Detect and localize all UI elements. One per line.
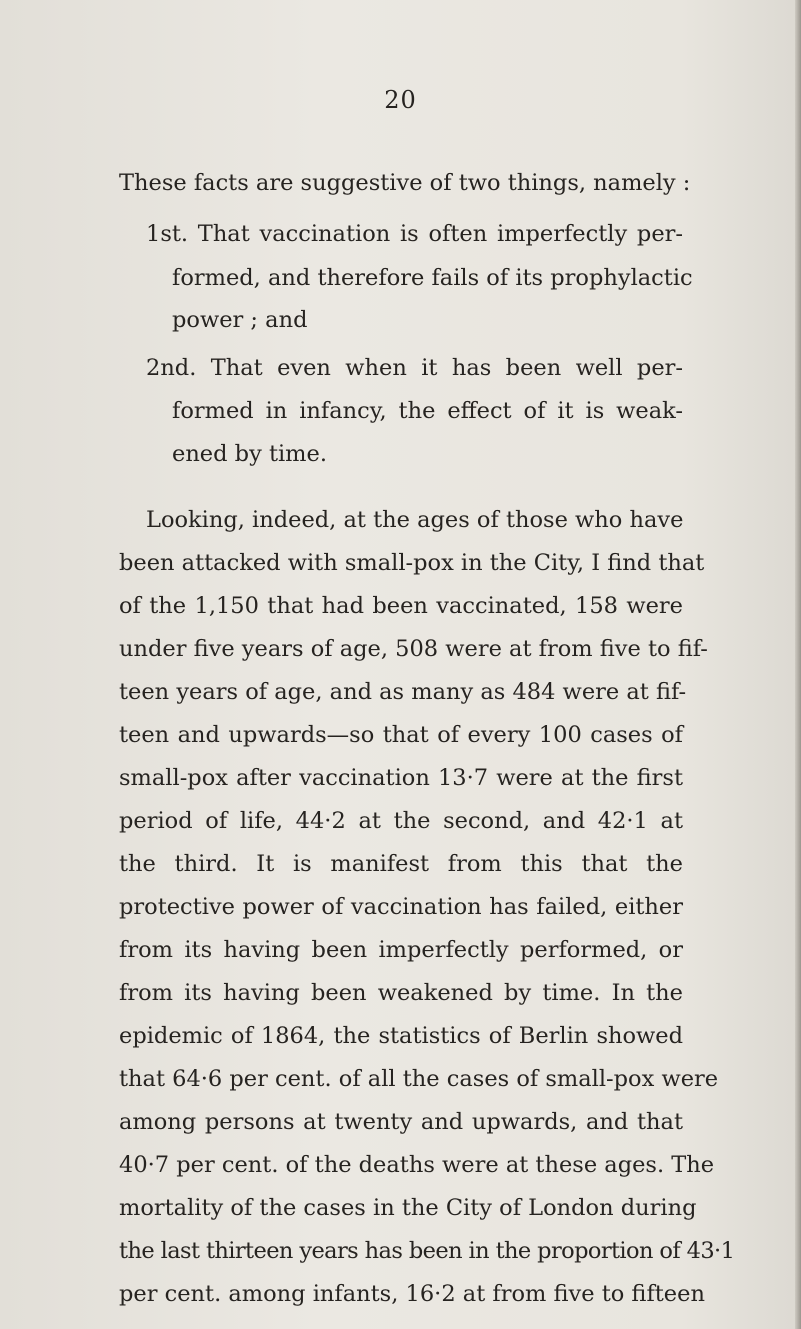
page-edge — [795, 0, 801, 1329]
point-one-line-2: formed, and therefore fails of its prophylactic — [172, 265, 693, 291]
paragraph-line: mortality of the cases in the City of London during — [119, 1195, 697, 1221]
point-one-line-3: power ; and — [172, 307, 308, 333]
paragraph-line: the last thirteen years has been in the proportion of 43·1 — [119, 1238, 735, 1264]
point-two-line-2: formed in infancy, the effect of it is weak- — [172, 398, 683, 424]
paragraph-line: Looking, indeed, at the ages of those who have — [146, 507, 684, 533]
paragraph-line: under five years of age, 508 were at from five to fif- — [119, 636, 708, 662]
paragraph-line: from its having been imperfectly performed, or — [119, 937, 683, 963]
paragraph-line: from its having been weakened by time. In the — [119, 980, 683, 1006]
paragraph-line: of the 1,150 that had been vaccinated, 158 were — [119, 593, 683, 619]
paragraph-line: teen and upwards—so that of every 100 cases of — [119, 722, 683, 748]
paragraph-line: teen years of age, and as many as 484 were at fif- — [119, 679, 687, 705]
page-number: 20 — [384, 86, 417, 114]
paragraph-line: epidemic of 1864, the statistics of Berlin showed — [119, 1023, 683, 1049]
paragraph-line: that 64·6 per cent. of all the cases of small-pox were — [119, 1066, 719, 1092]
paragraph-line: among persons at twenty and upwards, and that — [119, 1109, 683, 1135]
paragraph-line: been attacked with small-pox in the City, I find that — [119, 550, 705, 576]
intro-line: These facts are suggestive of two things, namely : — [119, 170, 691, 196]
paragraph-line: small-pox after vaccination 13·7 were at the first — [119, 765, 683, 791]
paragraph-line: per cent. among infants, 16·2 at from five to fifteen — [119, 1281, 705, 1307]
point-one-line-1: 1st. That vaccination is often imperfectly per- — [146, 221, 683, 247]
paragraph-line: protective power of vaccination has failed, either — [119, 894, 683, 920]
paragraph-line: period of life, 44·2 at the second, and 42·1 at — [119, 808, 683, 834]
paragraph-line: the third. It is manifest from this that the — [119, 851, 683, 877]
point-two-line-1: 2nd. That even when it has been well per- — [146, 355, 683, 381]
paragraph-line: 40·7 per cent. of the deaths were at these ages. The — [119, 1152, 715, 1178]
point-two-line-3: ened by time. — [172, 441, 327, 467]
